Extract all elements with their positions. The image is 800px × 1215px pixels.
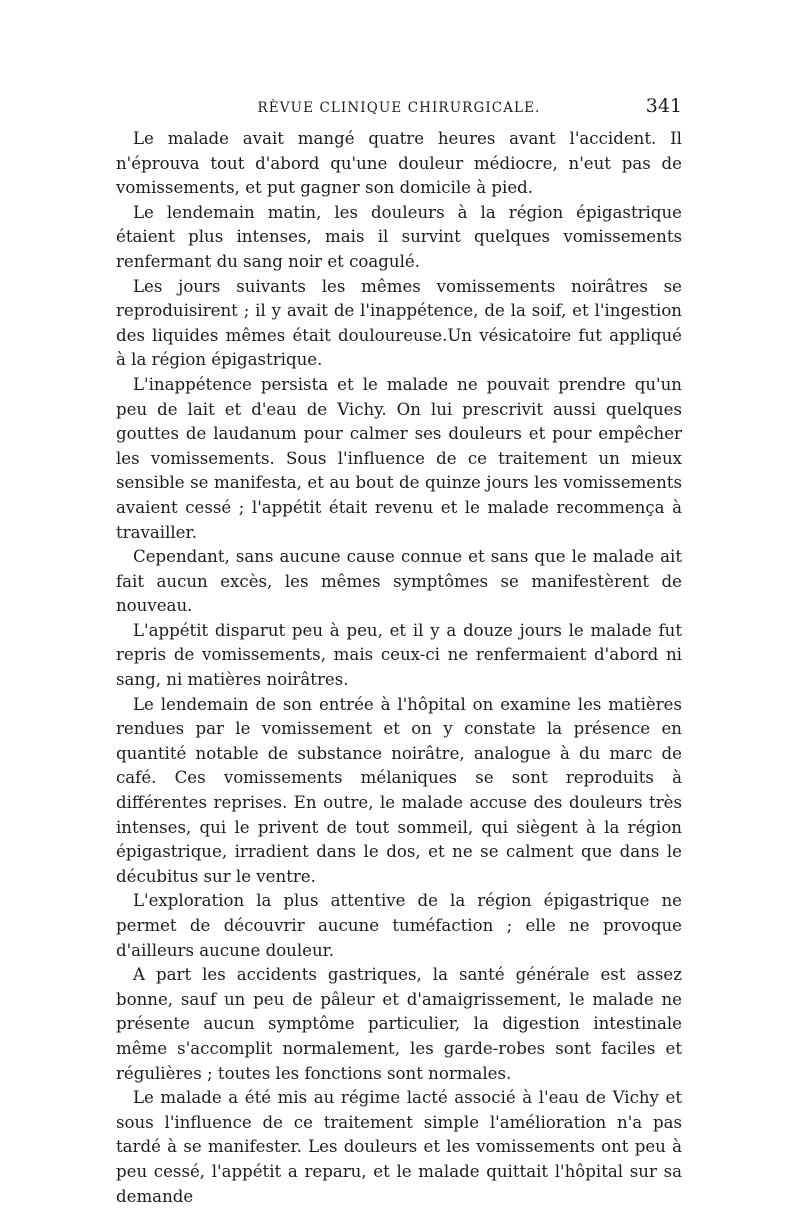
paragraph: Le malade avait mangé quatre heures avant l'accident. Il n'éprouva tout d'abord qu'une douleur médiocre, n'eut pas de vomissements, et put gagner son domicile à pied. xyxy=(116,129,682,198)
paragraph: A part les accidents gastriques, la santé générale est assez bonne, sauf un peu de pâleur et d'amaigrissement, le malade ne présente aucun symptôme particulier, la digestion intestinale même s'accomplit normalement, les garde-robes sont faciles et régulières ; toutes les fonctions sont normales. xyxy=(116,965,682,1083)
running-title: RÈVUE CLINIQUE CHIRURGICALE. xyxy=(257,100,541,116)
body-text xyxy=(116,127,682,1209)
paragraph: L'inappétence persista et le malade ne pouvait prendre qu'un peu de lait et d'eau de Vichy. On lui prescrivit aussi quelques gouttes de laudanum pour calmer ses douleurs et pour empêcher les vomissements. Sous l'influence de ce traitement un mieux sensible se manifesta, et au bout de quinze jours les vomissements avaient cessé ; l'appétit était revenu et le malade recommença à travailler. xyxy=(116,374,682,542)
page-number: 341 xyxy=(645,95,682,117)
paragraph: Le malade a été mis au régime lacté associé à l'eau de Vichy et sous l'influence de ce traitement simple l'amélioration n'a pas tardé à se manifester. Les douleurs et les vomissements ont peu à peu cessé, l'appétit a reparu, et le malade quittait l'hôpital sur sa demande xyxy=(116,1088,682,1206)
paragraph: Le lendemain matin, les douleurs à la région épigastrique étaient plus intenses, mais il survint quelques vomissements renfermant du sang noir et coagulé. xyxy=(116,202,682,271)
paragraph: L'exploration la plus attentive de la région épigastrique ne permet de découvrir aucune tuméfaction ; elle ne provoque d'ailleurs aucune douleur. xyxy=(116,891,682,960)
paragraph: L'appétit disparut peu à peu, et il y a douze jours le malade fut repris de vomissements, mais ceux-ci ne renfermaient d'abord ni sang, ni matières noirâtres. xyxy=(116,620,682,690)
paragraph: Cependant, sans aucune cause connue et sans que le malade ait fait aucun excès, les mêmes symptômes se manifestèrent de nouveau. xyxy=(116,547,682,616)
paragraph: Le lendemain de son entrée à l'hôpital on examine les matières rendues par le vomissement et on y constate la présence en quantité notable de substance noirâtre, analogue à du marc de café. Ces vomissements mélaniques se sont reproduits à différentes reprises. En outre, le malade accuse des douleurs très intenses, qui le privent de tout sommeil, qui siègent à la région épigastrique, irradient dans le dos, et ne se calment que dans le décubitus sur le ventre. xyxy=(116,694,682,886)
paragraph: Les jours suivants les mêmes vomissements noirâtres se reproduisirent ; il y avait de l'inappétence, de la soif, et l'ingestion des liquides mêmes était douloureuse.Un vésicatoire fut appliqué à la région épigastrique. xyxy=(116,276,682,370)
running-head xyxy=(116,97,682,121)
